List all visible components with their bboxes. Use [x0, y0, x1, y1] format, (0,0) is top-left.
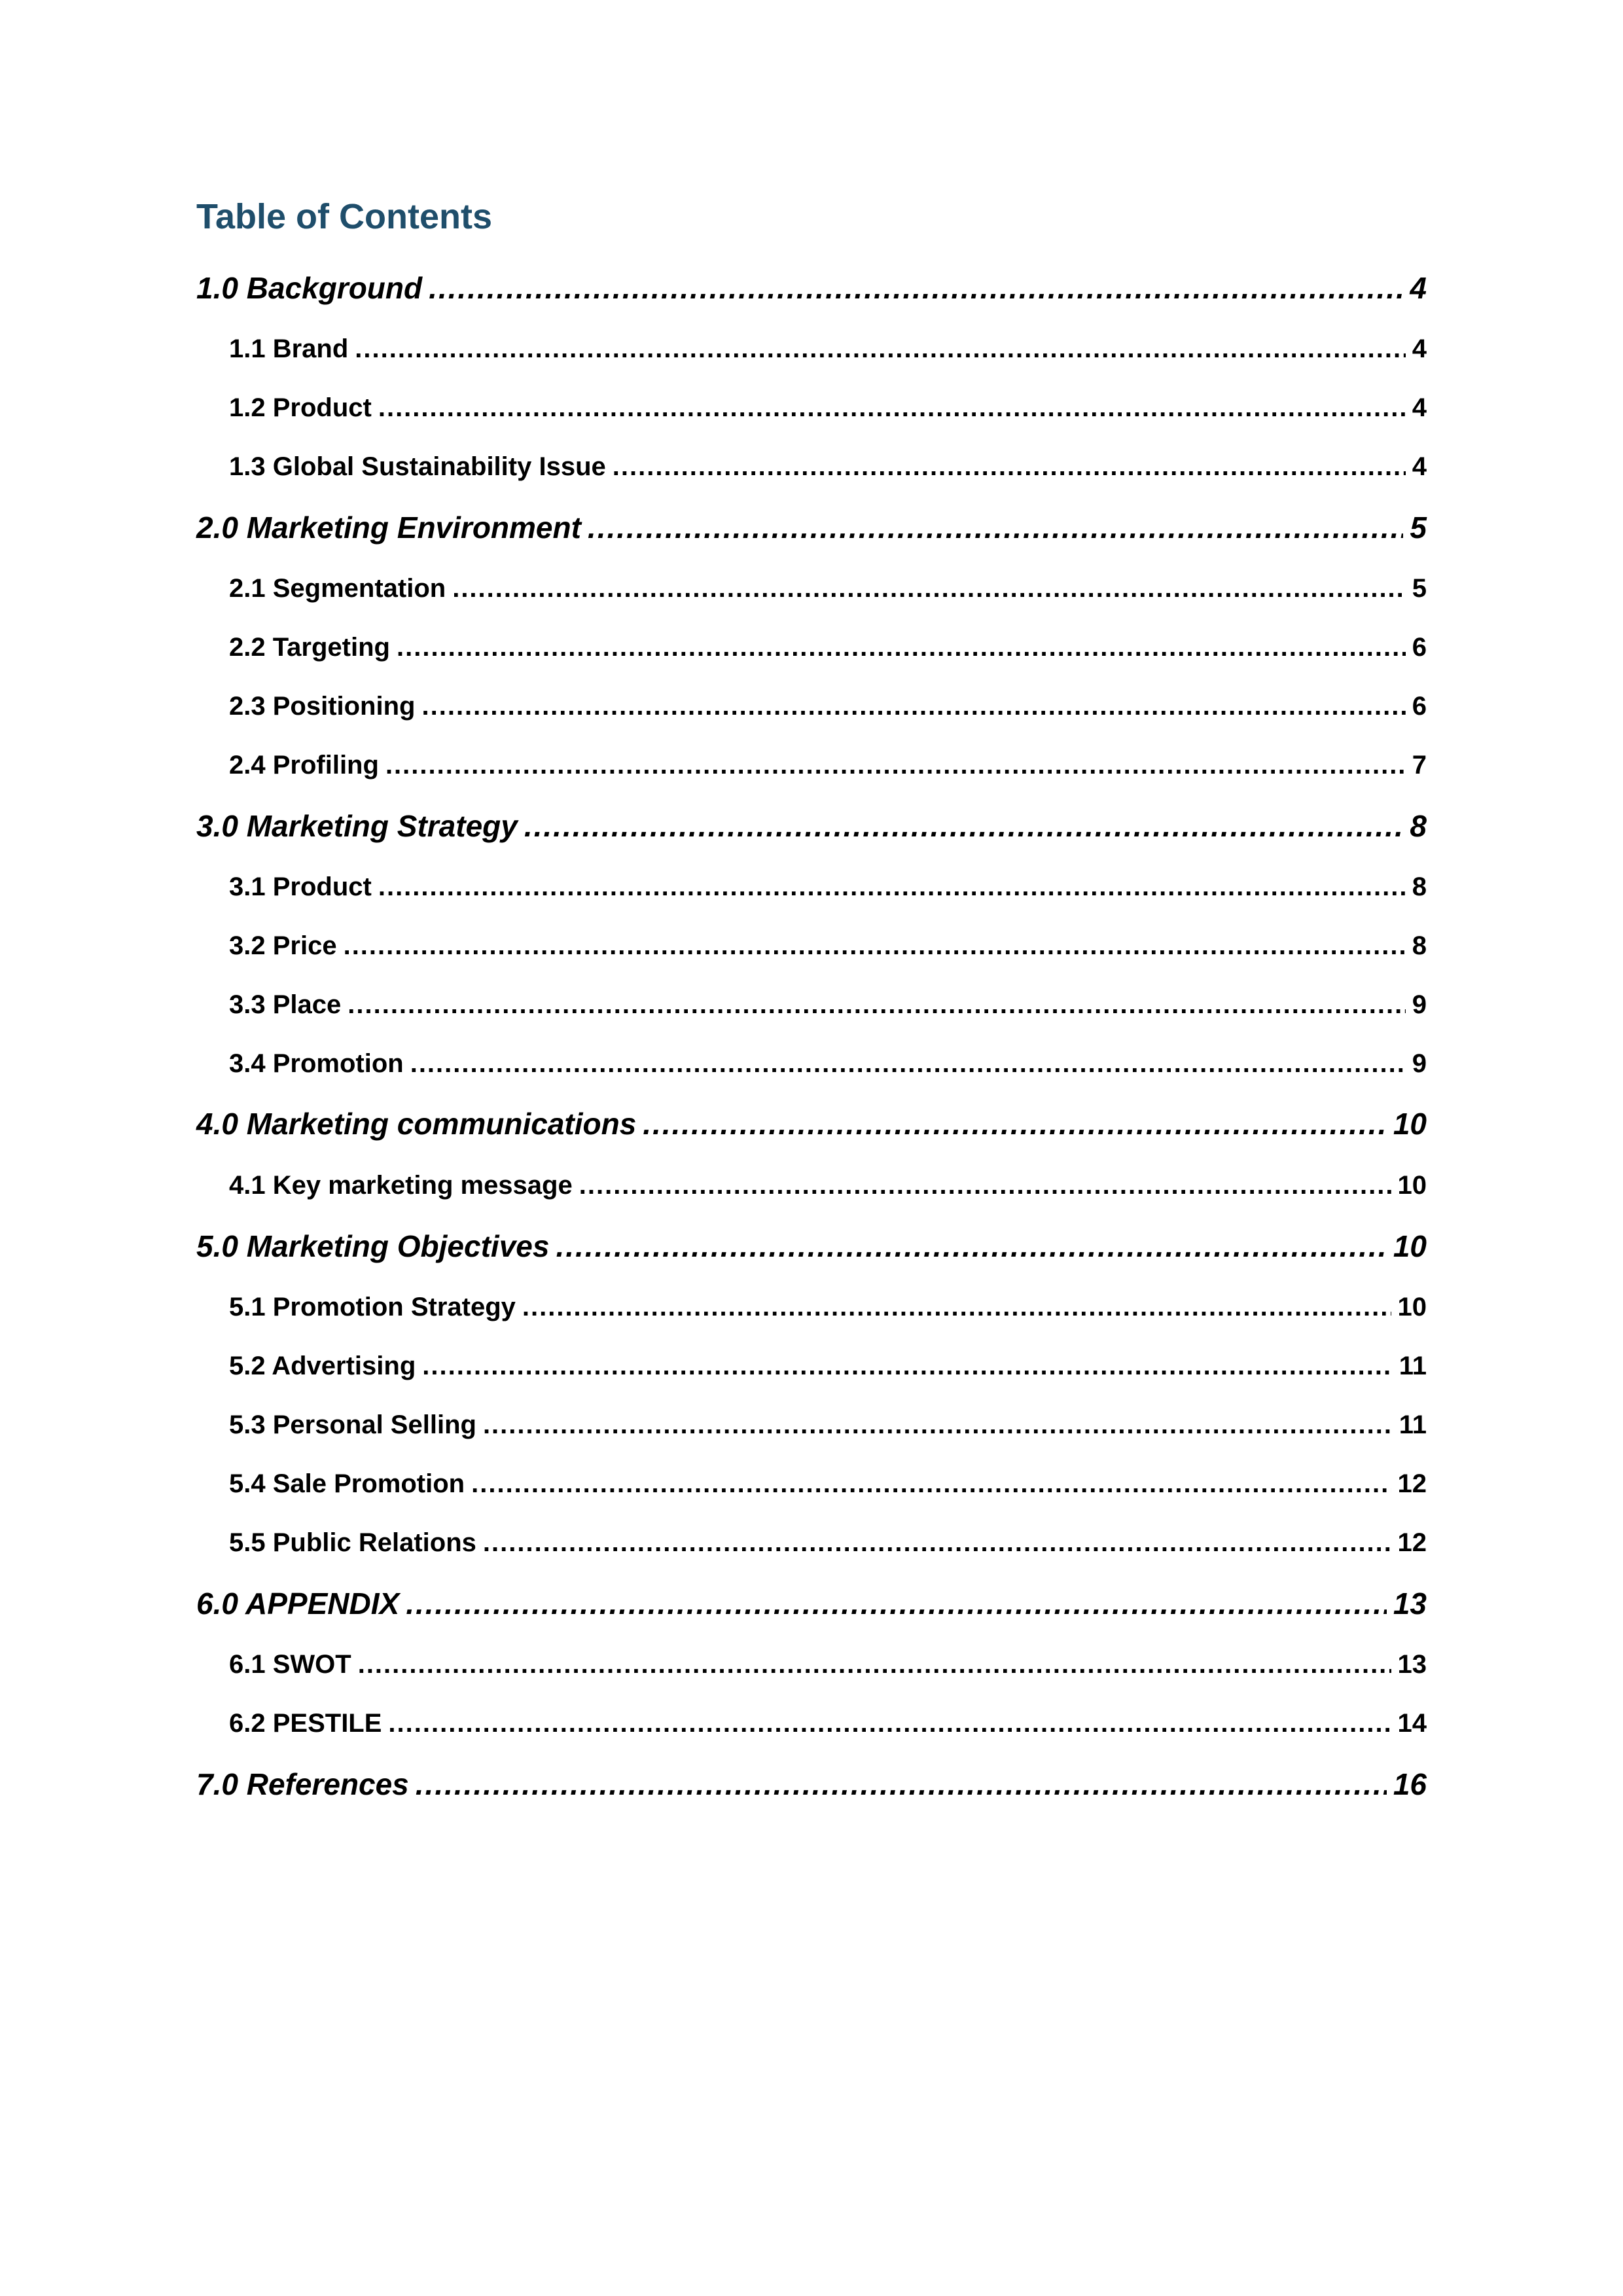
dot-leader — [406, 1583, 1387, 1624]
toc-entry-2-2-targeting[interactable] — [229, 628, 1427, 667]
dot-leader — [344, 926, 1406, 965]
toc-entry-page-number: 8 — [1412, 872, 1427, 901]
toc-entry-page-number: 16 — [1393, 1767, 1427, 1801]
toc-entry-label: 7.0 References — [196, 1767, 409, 1801]
toc-entry-2-1-segmentation[interactable] — [229, 569, 1427, 608]
dot-leader — [613, 447, 1406, 486]
toc-entry-page-number: 5 — [1410, 511, 1427, 545]
toc-entry-label: 5.1 Promotion Strategy — [229, 1293, 516, 1321]
toc-entry-2-3-positioning[interactable] — [229, 687, 1427, 726]
toc-entry-label: 6.1 SWOT — [229, 1650, 351, 1679]
toc-entry-4-0-marketing-communications[interactable] — [196, 1103, 1427, 1145]
dot-leader — [422, 1346, 1392, 1386]
dot-leader — [378, 867, 1406, 906]
toc-entry-label: 1.2 Product — [229, 393, 372, 422]
toc-entry-page-number: 13 — [1393, 1587, 1427, 1621]
dot-leader — [579, 1166, 1391, 1205]
toc-entry-label: 1.1 Brand — [229, 334, 349, 363]
toc-entry-label: 2.1 Segmentation — [229, 574, 446, 603]
toc-entry-6-1-swot[interactable] — [229, 1645, 1427, 1684]
dot-leader — [429, 267, 1403, 309]
toc-entry-page-number: 4 — [1410, 271, 1427, 305]
toc-entry-page-number: 10 — [1397, 1171, 1427, 1200]
toc-entry-page-number: 11 — [1399, 1410, 1427, 1439]
toc-entry-1-0-background[interactable] — [196, 267, 1427, 309]
dot-leader — [643, 1103, 1387, 1145]
toc-entry-1-1-brand[interactable] — [229, 329, 1427, 368]
toc-entry-1-2-product[interactable] — [229, 388, 1427, 427]
toc-entry-4-1-key-marketing-message[interactable] — [229, 1166, 1427, 1205]
toc-entry-label: 5.4 Sale Promotion — [229, 1469, 465, 1498]
toc-entry-3-0-marketing-strategy[interactable] — [196, 805, 1427, 847]
toc-entry-page-number: 12 — [1397, 1469, 1427, 1498]
toc-entry-label: 1.3 Global Sustainability Issue — [229, 452, 606, 481]
dot-leader — [556, 1225, 1386, 1267]
toc-entry-2-0-marketing-environment[interactable] — [196, 507, 1427, 548]
toc-entry-label: 5.3 Personal Selling — [229, 1410, 476, 1439]
toc-entry-label: 3.1 Product — [229, 872, 372, 901]
toc-entry-3-2-price[interactable] — [229, 926, 1427, 965]
toc-entry-page-number: 4 — [1412, 334, 1427, 363]
toc-entry-1-3-global-sustainability-issue[interactable] — [229, 447, 1427, 486]
toc-entry-page-number: 14 — [1397, 1709, 1427, 1738]
toc-entry-label: 6.2 PESTILE — [229, 1709, 382, 1738]
toc-entry-page-number: 4 — [1412, 393, 1427, 422]
dot-leader — [355, 329, 1405, 368]
toc-entry-page-number: 6 — [1412, 633, 1427, 662]
toc-entry-page-number: 13 — [1397, 1650, 1427, 1679]
toc-entry-page-number: 9 — [1412, 990, 1427, 1019]
dot-leader — [483, 1523, 1391, 1562]
dot-leader — [452, 569, 1406, 608]
toc-entry-label: 2.2 Targeting — [229, 633, 390, 662]
toc-entry-page-number: 8 — [1412, 931, 1427, 960]
toc-entry-5-4-sale-promotion[interactable] — [229, 1464, 1427, 1503]
toc-entry-5-5-public-relations[interactable] — [229, 1523, 1427, 1562]
dot-leader — [588, 507, 1403, 548]
toc-entry-label: 6.0 APPENDIX — [196, 1587, 400, 1621]
toc-entry-page-number: 10 — [1393, 1107, 1427, 1141]
toc-entry-page-number: 10 — [1397, 1293, 1427, 1321]
toc-entry-page-number: 11 — [1399, 1352, 1427, 1380]
toc-entry-5-2-advertising[interactable] — [229, 1346, 1427, 1386]
toc-entry-page-number: 8 — [1410, 809, 1427, 843]
toc-entry-3-4-promotion[interactable] — [229, 1044, 1427, 1083]
dot-leader — [522, 1287, 1391, 1327]
toc-entry-label: 4.1 Key marketing message — [229, 1171, 573, 1200]
dot-leader — [483, 1405, 1393, 1444]
toc-entry-7-0-references[interactable] — [196, 1763, 1427, 1805]
toc-entry-2-4-profiling[interactable] — [229, 745, 1427, 785]
dot-leader — [397, 628, 1406, 667]
dot-leader — [348, 985, 1406, 1024]
toc-entry-label: 4.0 Marketing communications — [196, 1107, 637, 1141]
toc-entry-page-number: 10 — [1393, 1229, 1427, 1263]
dot-leader — [385, 745, 1406, 785]
dot-leader — [388, 1704, 1391, 1743]
toc-entry-page-number: 7 — [1412, 751, 1427, 780]
toc-entry-5-3-personal-selling[interactable] — [229, 1405, 1427, 1444]
toc-entry-6-0-appendix[interactable] — [196, 1583, 1427, 1624]
toc-entry-label: 2.0 Marketing Environment — [196, 511, 581, 545]
toc-entry-label: 5.5 Public Relations — [229, 1528, 476, 1557]
toc-entry-label: 2.4 Profiling — [229, 751, 379, 780]
toc-entry-label: 3.2 Price — [229, 931, 337, 960]
toc-entry-page-number: 5 — [1412, 574, 1427, 603]
toc-entry-label: 3.0 Marketing Strategy — [196, 809, 518, 843]
toc-entry-page-number: 6 — [1412, 692, 1427, 721]
toc-entry-label: 3.4 Promotion — [229, 1049, 404, 1078]
dot-leader — [378, 388, 1406, 427]
dot-leader — [358, 1645, 1391, 1684]
dot-leader — [421, 687, 1405, 726]
toc-title: Table of Contents — [196, 197, 492, 236]
toc-entry-page-number: 4 — [1412, 452, 1427, 481]
dot-leader — [471, 1464, 1391, 1503]
toc-entry-5-1-promotion-strategy[interactable] — [229, 1287, 1427, 1327]
toc-entry-label: 1.0 Background — [196, 271, 423, 305]
toc-entry-3-1-product[interactable] — [229, 867, 1427, 906]
toc-entry-6-2-pestile[interactable] — [229, 1704, 1427, 1743]
toc-entry-label: 5.2 Advertising — [229, 1352, 416, 1380]
toc-entry-page-number: 12 — [1397, 1528, 1427, 1557]
toc-entry-label: 5.0 Marketing Objectives — [196, 1229, 550, 1263]
toc-entry-label: 3.3 Place — [229, 990, 342, 1019]
dot-leader — [524, 805, 1404, 847]
dot-leader — [410, 1044, 1406, 1083]
toc-entry-5-0-marketing-objectives[interactable] — [196, 1225, 1427, 1267]
dot-leader — [416, 1763, 1387, 1805]
toc-entry-3-3-place[interactable] — [229, 985, 1427, 1024]
toc-entry-label: 2.3 Positioning — [229, 692, 416, 721]
toc-entry-page-number: 9 — [1412, 1049, 1427, 1078]
